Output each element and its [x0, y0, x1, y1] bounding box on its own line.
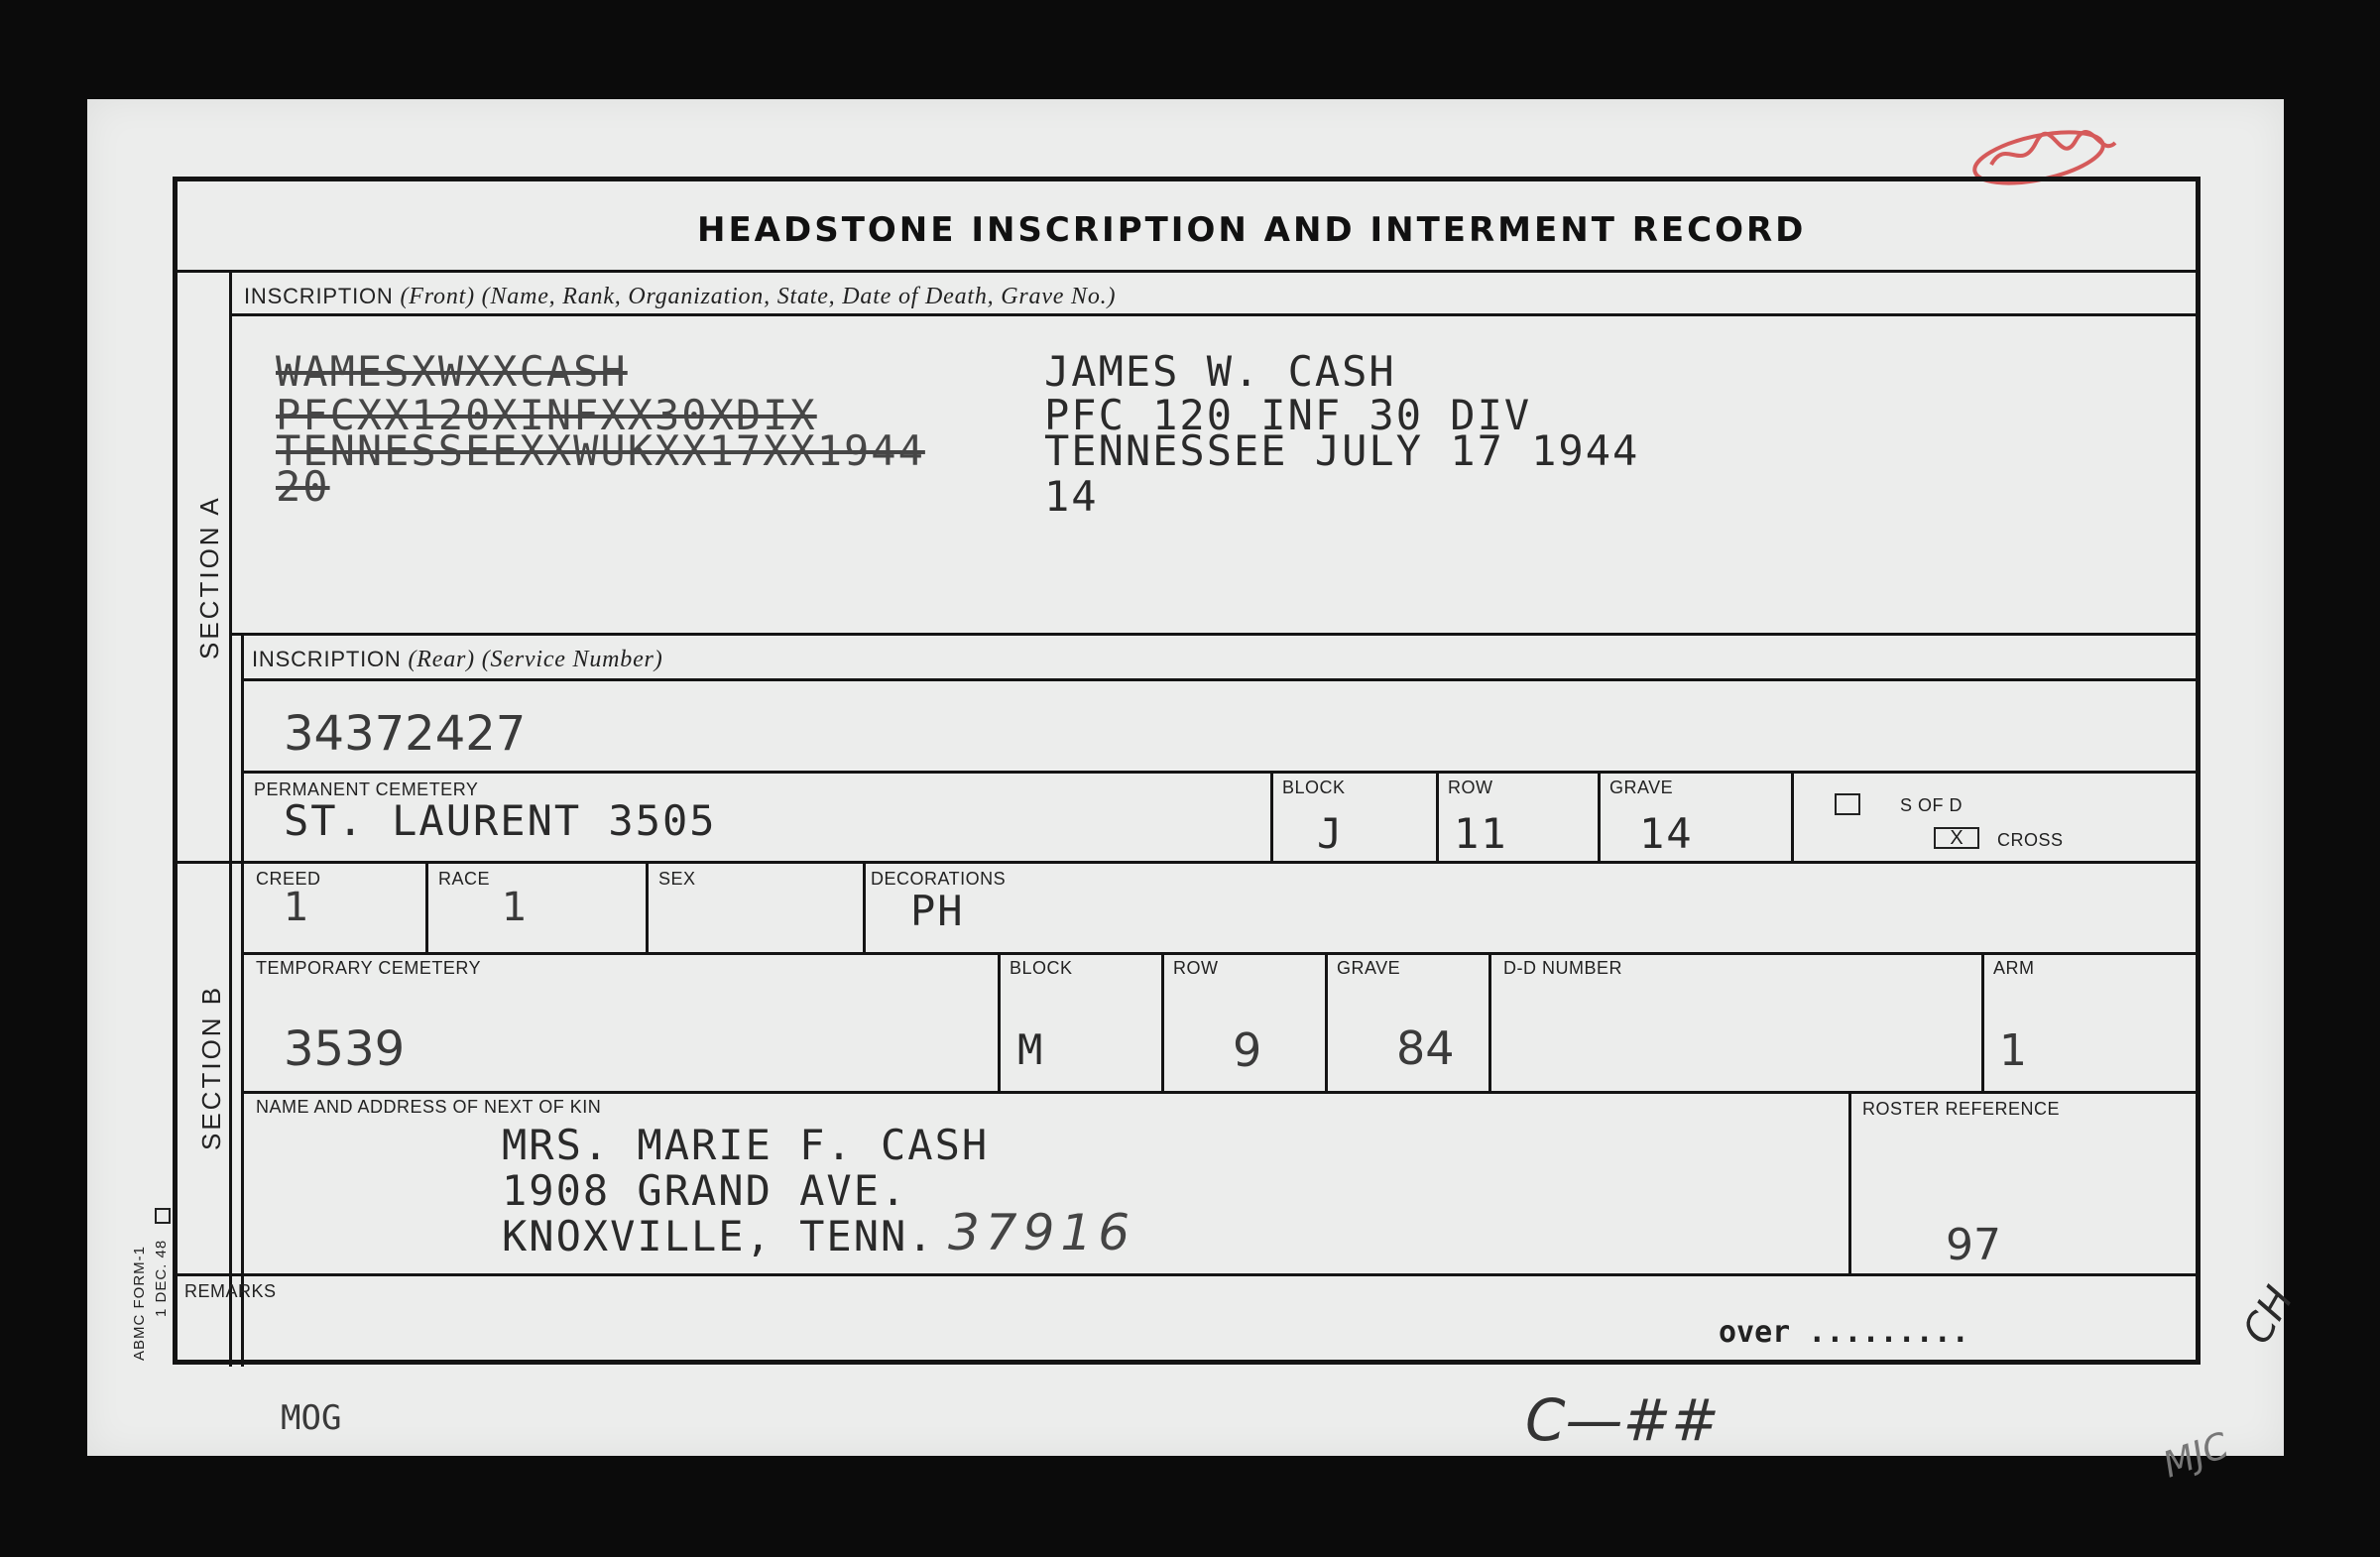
decorations-label: DECORATIONS: [871, 869, 1007, 889]
temp-block-value: M: [1017, 1025, 1045, 1074]
sex-label: SEX: [658, 869, 696, 889]
cross-checkbox[interactable]: X: [1934, 827, 1979, 849]
divider: [1848, 1091, 1851, 1275]
perm-grave-label: GRAVE: [1609, 778, 1674, 797]
divider: [998, 952, 1001, 1091]
kin-zip: 37916: [948, 1204, 1136, 1261]
dd-number-label: D-D NUMBER: [1503, 958, 1622, 978]
record-card: [87, 99, 2303, 1487]
struck-line-1: WAMESXWXXCASH: [276, 347, 628, 396]
divider: [241, 1091, 2200, 1094]
perm-grave-value: 14: [1639, 809, 1694, 858]
service-number: 34372427: [284, 706, 527, 762]
permanent-cemetery-value: ST. LAURENT 3505: [284, 796, 717, 845]
struck-line-2: PFCXX120XINFXX30XDIX: [276, 391, 817, 439]
divider: [241, 952, 2200, 955]
inscription-name: JAMES W. CASH: [1044, 347, 1396, 396]
annotation-c-hash: C—##: [1525, 1386, 1720, 1454]
roster-reference-value: 97: [1946, 1220, 2001, 1270]
inscription-front-label: INSCRIPTION (Front) (Name, Rank, Organization, State, Date of Death, Grave No.): [244, 284, 1117, 309]
divider: [1791, 771, 1794, 861]
divider: [1436, 771, 1439, 861]
perm-row-label: ROW: [1448, 778, 1493, 797]
form-title: HEADSTONE INSCRIPTION AND INTERMENT RECORD: [697, 210, 1807, 250]
race-label: RACE: [438, 869, 491, 889]
creed-value: 1: [284, 885, 309, 930]
perm-block-label: BLOCK: [1282, 778, 1346, 797]
cross-label: CROSS: [1997, 830, 2064, 850]
perm-block-value: J: [1317, 809, 1345, 858]
permanent-cemetery-label: PERMANENT CEMETERY: [254, 779, 479, 799]
s-of-d-checkbox[interactable]: [1835, 793, 1860, 815]
divider: [229, 633, 2200, 636]
divider: [241, 678, 2200, 681]
inscription-state-date: TENNESSEE JULY 17 1944: [1044, 426, 1640, 475]
divider: [175, 270, 2200, 273]
divider: [1488, 952, 1491, 1091]
creed-label: CREED: [256, 869, 321, 889]
temp-row-value: 9: [1233, 1023, 1262, 1077]
form-corner-checkbox: [155, 1208, 171, 1224]
section-a-divider: [229, 270, 232, 865]
inscription-rank-unit: PFC 120 INF 30 DIV: [1044, 391, 1532, 439]
temp-grave-value: 84: [1396, 1021, 1455, 1075]
divider: [175, 1273, 2200, 1276]
struck-line-4: 20: [276, 462, 330, 511]
form-number: ABMC FORM-1: [131, 1246, 148, 1361]
roster-reference-label: ROSTER REFERENCE: [1862, 1099, 2061, 1119]
divider: [229, 313, 2200, 316]
kin-city: KNOXVILLE, TENN.: [502, 1212, 935, 1260]
inscription-grave-no: 14: [1044, 472, 1099, 521]
divider: [241, 771, 2200, 774]
kin-street: 1908 GRAND AVE.: [502, 1166, 908, 1215]
arm-label: ARM: [1993, 958, 2035, 978]
next-of-kin-label: NAME AND ADDRESS OF NEXT OF KIN: [256, 1097, 602, 1117]
divider: [1325, 952, 1328, 1091]
race-value: 1: [502, 885, 528, 930]
s-of-d-label: S OF D: [1900, 795, 1964, 815]
kin-name: MRS. MARIE F. CASH: [502, 1121, 990, 1169]
inscription-rear-label: INSCRIPTION (Rear) (Service Number): [252, 647, 663, 672]
over-text: over .........: [1719, 1315, 1969, 1350]
remarks-label: REMARKS: [184, 1281, 277, 1301]
divider: [863, 861, 866, 952]
divider: [1981, 952, 1984, 1091]
temporary-cemetery-value: 3539: [284, 1021, 406, 1077]
divider: [1161, 952, 1164, 1091]
temp-grave-label: GRAVE: [1337, 958, 1401, 978]
divider: [425, 861, 428, 952]
section-b-divider: [175, 861, 2200, 864]
perm-row-value: 11: [1454, 809, 1508, 858]
arm-value: 1: [1999, 1025, 2027, 1076]
annotation-margin-mjc: MJC: [2158, 1425, 2234, 1487]
divider: [646, 861, 649, 952]
annotation-margin-ch: CH: [2234, 1278, 2303, 1352]
divider: [1598, 771, 1601, 861]
decorations-value: PH: [910, 887, 965, 935]
section-b-label: SECTION B: [196, 984, 226, 1150]
form-date: 1 DEC. 48: [153, 1239, 170, 1317]
divider: [1270, 771, 1273, 861]
annotation-mog: MOG: [281, 1398, 342, 1438]
temp-block-label: BLOCK: [1010, 958, 1073, 978]
struck-line-3: TENNESSEEXXWUKXX17XX1944: [276, 426, 925, 475]
temp-row-label: ROW: [1173, 958, 1219, 978]
temporary-cemetery-label: TEMPORARY CEMETERY: [256, 958, 482, 978]
section-a-label: SECTION A: [194, 495, 224, 659]
